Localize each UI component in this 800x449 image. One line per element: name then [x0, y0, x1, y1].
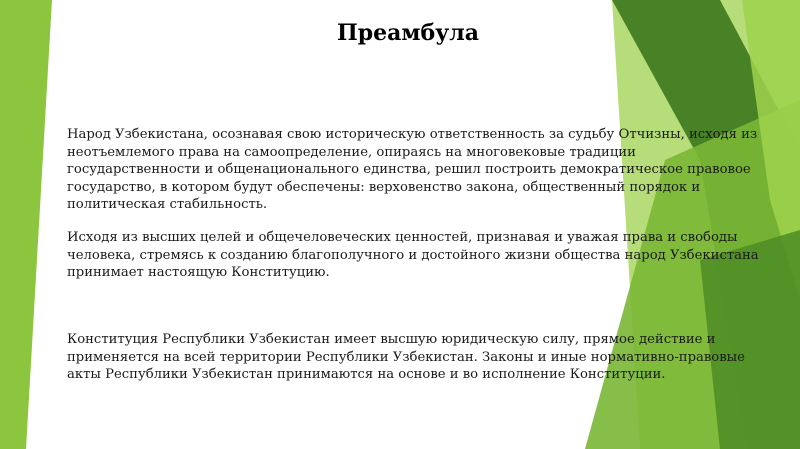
left-green-strip [0, 0, 52, 449]
preamble-paragraph-3: Конституция Республики Узбекистан имеет высшую юридическую силу, прямое действие и применяется на всей территории Республики Узбекистан. Законы и иные нормативно-правовые акты Республики Узбекистан принимаются на основе и во исполнение Конституции. [67, 332, 745, 382]
preamble-paragraph-1: Народ Узбекистана, осознавая свою историческую ответственность за судьбу Отчизны, исходя из неотъемлемого права на самоопределение, опираясь на многовековые традиции государственности и общенационального единства, решил построить демократическое правовое государство, в котором будут обеспечены: верховенство закона, общественный порядок и политическая стабильность. [67, 127, 758, 212]
preamble-paragraph-2: Исходя из высших целей и общечеловеческих ценностей, признавая и уважая права и свободы человека, стремясь к созданию благополучного и достойного жизни общества народ Узбекистана принимает настоящую Конституцию. [67, 230, 759, 280]
slide-title: Преамбула [336, 20, 480, 46]
